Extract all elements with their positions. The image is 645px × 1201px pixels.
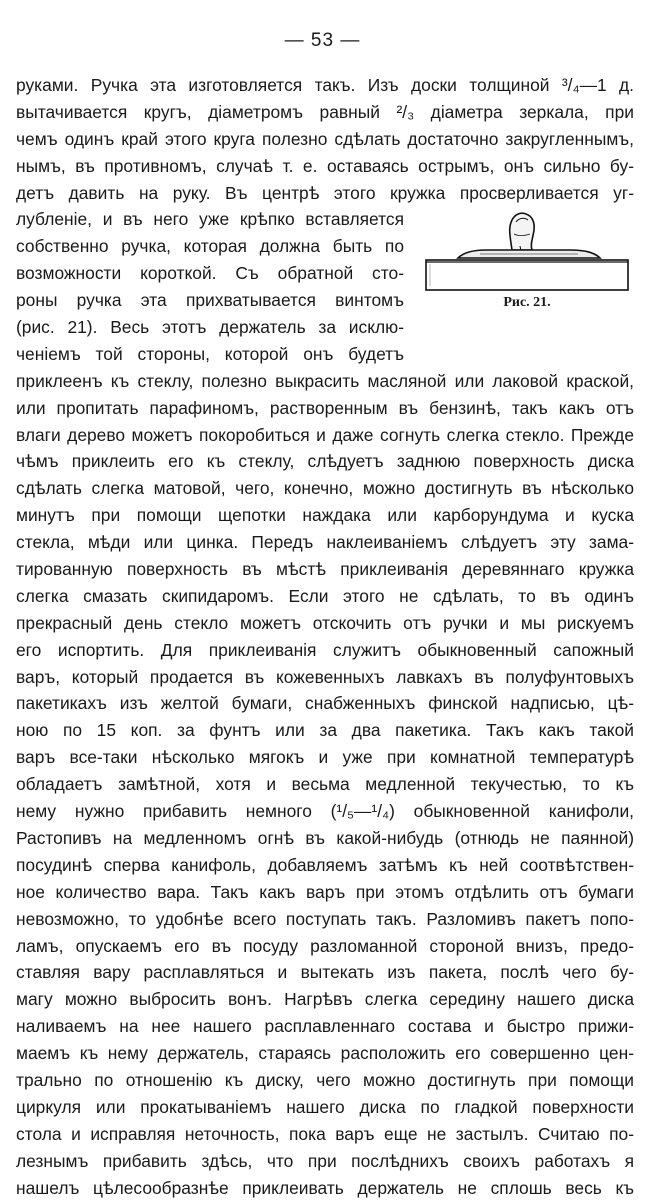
text-line: чемъ одинъ край этого круга полезно сдѣлать достаточно закругленнымъ, <box>16 128 634 149</box>
figure-caption: Рис. 21. <box>503 295 551 310</box>
text-line: циркуля или прокатываніемъ нашего диска по гладкой поверхности <box>16 1096 634 1117</box>
text-line: нымъ, въ противномъ, случаѣ т. е. оставаясь острымъ, онъ сильно бу- <box>16 155 634 176</box>
text-line: вытачивается кругъ, діаметромъ равный ²/₃ діаметра зеркала, при <box>16 101 634 122</box>
figure-21 <box>420 206 634 326</box>
page-number: — 53 — <box>284 30 361 51</box>
text-line: влаги дерево можетъ покоробиться и даже согнуть слегка стекло. Прежде <box>16 424 634 445</box>
text-line: наливаемъ на нее нашего расплавленнаго состава и быстро прижи- <box>16 1016 634 1037</box>
text-line: магу можно выбросить вонъ. Нагрѣвъ слегка середину нашего диска <box>16 989 634 1010</box>
text-line: пакетикахъ изъ желтой бумаги, снабженныхъ финской надписью, цѣ- <box>16 693 634 714</box>
text-line: варъ все-таки нѣсколько мягокъ и уже при комнатной температурѣ <box>16 747 634 768</box>
text-line: ламъ, опускаемъ его въ посуду разломанной стороной внизъ, предо- <box>16 935 634 956</box>
text-line: стекла, мѣди или цинка. Передъ наклеиваніемъ слѣдуетъ эту зама- <box>16 532 634 553</box>
text-line: приклеенъ къ стеклу, полезно выкрасить масляной или лаковой краской, <box>16 370 634 391</box>
text-line: чѣмъ приклеить его къ стеклу, слѣдуетъ заднюю поверхность диска <box>16 451 634 472</box>
text-line: лубленіе, и въ него уже крѣпко вставляется <box>16 209 404 230</box>
text-line: нему нужно прибавить немного (¹/₅—¹/₄) обыкновенной канифоли, <box>16 801 634 822</box>
text-line: собственно ручка, которая должна быть по <box>16 236 404 257</box>
text-line: детъ давить на руку. Въ центрѣ этого кружка просверливается уг- <box>16 182 634 203</box>
text-line: ченіемъ той стороны, которой онъ будетъ <box>16 343 404 364</box>
text-line: руками. Ручка эта изготовляется такъ. Изъ доски толщиной ³/₄—1 д. <box>16 75 634 95</box>
mirror-holder-illustration <box>420 206 634 292</box>
text-line: ною по 15 коп. за фунтъ или за два пакетика. Такъ какъ такой <box>16 720 634 741</box>
text-line: или пропитать парафиномъ, растворенным въ бензинѣ, такъ какъ отъ <box>16 397 634 418</box>
text-line: сдѣлать слегка матовой, чего, конечно, можно достигнуть въ нѣсколько <box>16 478 634 499</box>
text-line: тированную поверхность въ мѣстѣ приклеиванія деревяннаго кружка <box>16 559 634 580</box>
text-line: лезнымъ прибавить здѣсь, что при послѣднихъ своихъ работахъ я <box>16 1150 634 1171</box>
text-line: слегка смазать скипидаромъ. Если этого не сдѣлать, то въ одинъ <box>16 585 634 606</box>
text-line: Растопивъ на медленномъ огнѣ въ какой-нибудь (отнюдь не паянной) <box>16 827 634 848</box>
text-line: маемъ къ нему держатель, стараясь расположить его совершенно цен- <box>16 1043 634 1064</box>
text-line: роны ручка эта прихватывается винтомъ <box>16 290 404 311</box>
text-line: невозможно, то удобнѣе всего поступать такъ. Разломивъ пакетъ попо- <box>16 908 634 929</box>
text-line: прекрасный день стекло можетъ отскочить отъ ручки и мы рискуемъ <box>16 612 634 633</box>
text-line: посудинѣ сперва канифоль, добавляемъ затѣмъ къ ней соотвѣтствен- <box>16 854 634 875</box>
text-line: минутъ при помощи щепотки наждака или карборундума и куска <box>16 505 634 526</box>
text-line: ное количество вара. Такъ какъ варъ при этомъ отдѣлить отъ бумаги <box>16 881 634 902</box>
text-line: ставляя вару расплавляться и вытекать изъ пакета, послѣ чего бу- <box>16 962 634 983</box>
text-line: его испортить. Для приклеиванія служитъ обыкновенный сапожный <box>16 639 634 660</box>
text-line: обладаетъ замѣтной, хотя и весьма медленной текучестью, то къ <box>16 774 634 795</box>
text-line: возможности короткой. Съ обратной сто- <box>16 263 404 284</box>
text-line: нашелъ цѣлесообразнѣе приклеивать держатель не сплошь весь къ <box>16 1177 634 1198</box>
text-line: (рис. 21). Весь этотъ держатель за исклю- <box>16 317 404 338</box>
text-line: трально по отношенію къ диску, чего можно достигнуть при помощи <box>16 1069 634 1090</box>
text-line: варъ, который продается въ кожевенныхъ лавкахъ въ полуфунтовыхъ <box>16 666 634 687</box>
text-line: стола и исправляя неточность, пока варъ еще не застылъ. Считаю по- <box>16 1123 634 1144</box>
